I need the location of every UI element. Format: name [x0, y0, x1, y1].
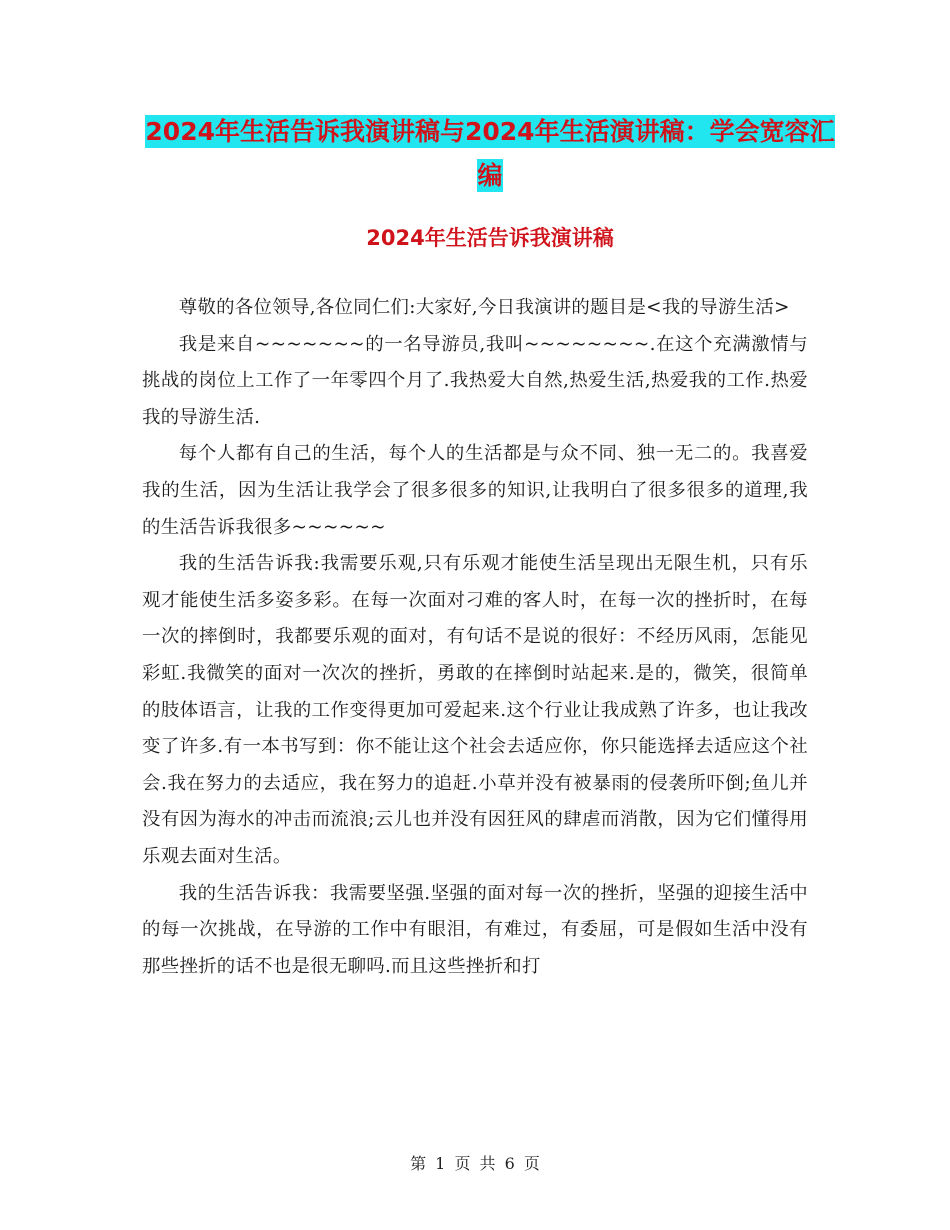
paragraph: 我的生活告诉我:我需要乐观,只有乐观才能使生活呈现出无限生机，只有乐观才能使生活多姿多彩。在每一次面对刁难的客人时，在每一次的挫折时，在每一次的摔倒时，我都要乐观的面对，有句话不是说的很好：不经历风雨，怎能见彩虹.我微笑的面对一次次的挫折，勇敢的在摔倒时站起来.是的，微笑，很简单的肢体语言，让我的工作变得更加可爱起来.这个行业让我成熟了许多，也让我改变了许多.有一本书写到：你不能让这个社会去适应你，你只能选择去适应这个社会.我在努力的去适应，我在努力的追赶.小草并没有被暴雨的侵袭所吓倒;鱼儿并没有因为海水的冲击而流浪;云儿也并没有因狂风的肆虐而消散，因为它们懂得用乐观去面对生活。	[142, 553, 808, 867]
document-title-text: 2024年生活告诉我演讲稿与2024年生活演讲稿：学会宽容汇编	[145, 117, 835, 190]
paragraph: 我是来自~~~~~~~的一名导游员,我叫~~~~~~~~.在这个充满激情与挑战的岗位上工作了一年零四个月了.我热爱大自然,热爱生活,热爱我的工作.热爱我的导游生活.	[142, 333, 808, 428]
document-title	[140, 110, 840, 198]
document-body	[142, 290, 808, 985]
paragraph: 我的生活告诉我：我需要坚强.坚强的面对每一次的挫折，坚强的迎接生活中的每一次挑战，在导游的工作中有眼泪，有难过，有委屈，可是假如生活中没有那些挫折的话不也是很无聊吗.而且这些挫折和打	[142, 882, 808, 977]
paragraph: 每个人都有自己的生活，每个人的生活都是与众不同、独一无二的。我喜爱我的生活，因为生活让我学会了很多很多的知识,让我明白了很多很多的道理,我的生活告诉我很多~~~~~~	[142, 443, 808, 538]
page-footer: 第 1 页 共 6 页	[410, 1154, 540, 1173]
section-title: 2024年生活告诉我演讲稿	[366, 226, 614, 250]
paragraph: 尊敬的各位领导,各位同仁们:大家好,今日我演讲的题目是<我的导游生活>	[178, 297, 790, 318]
